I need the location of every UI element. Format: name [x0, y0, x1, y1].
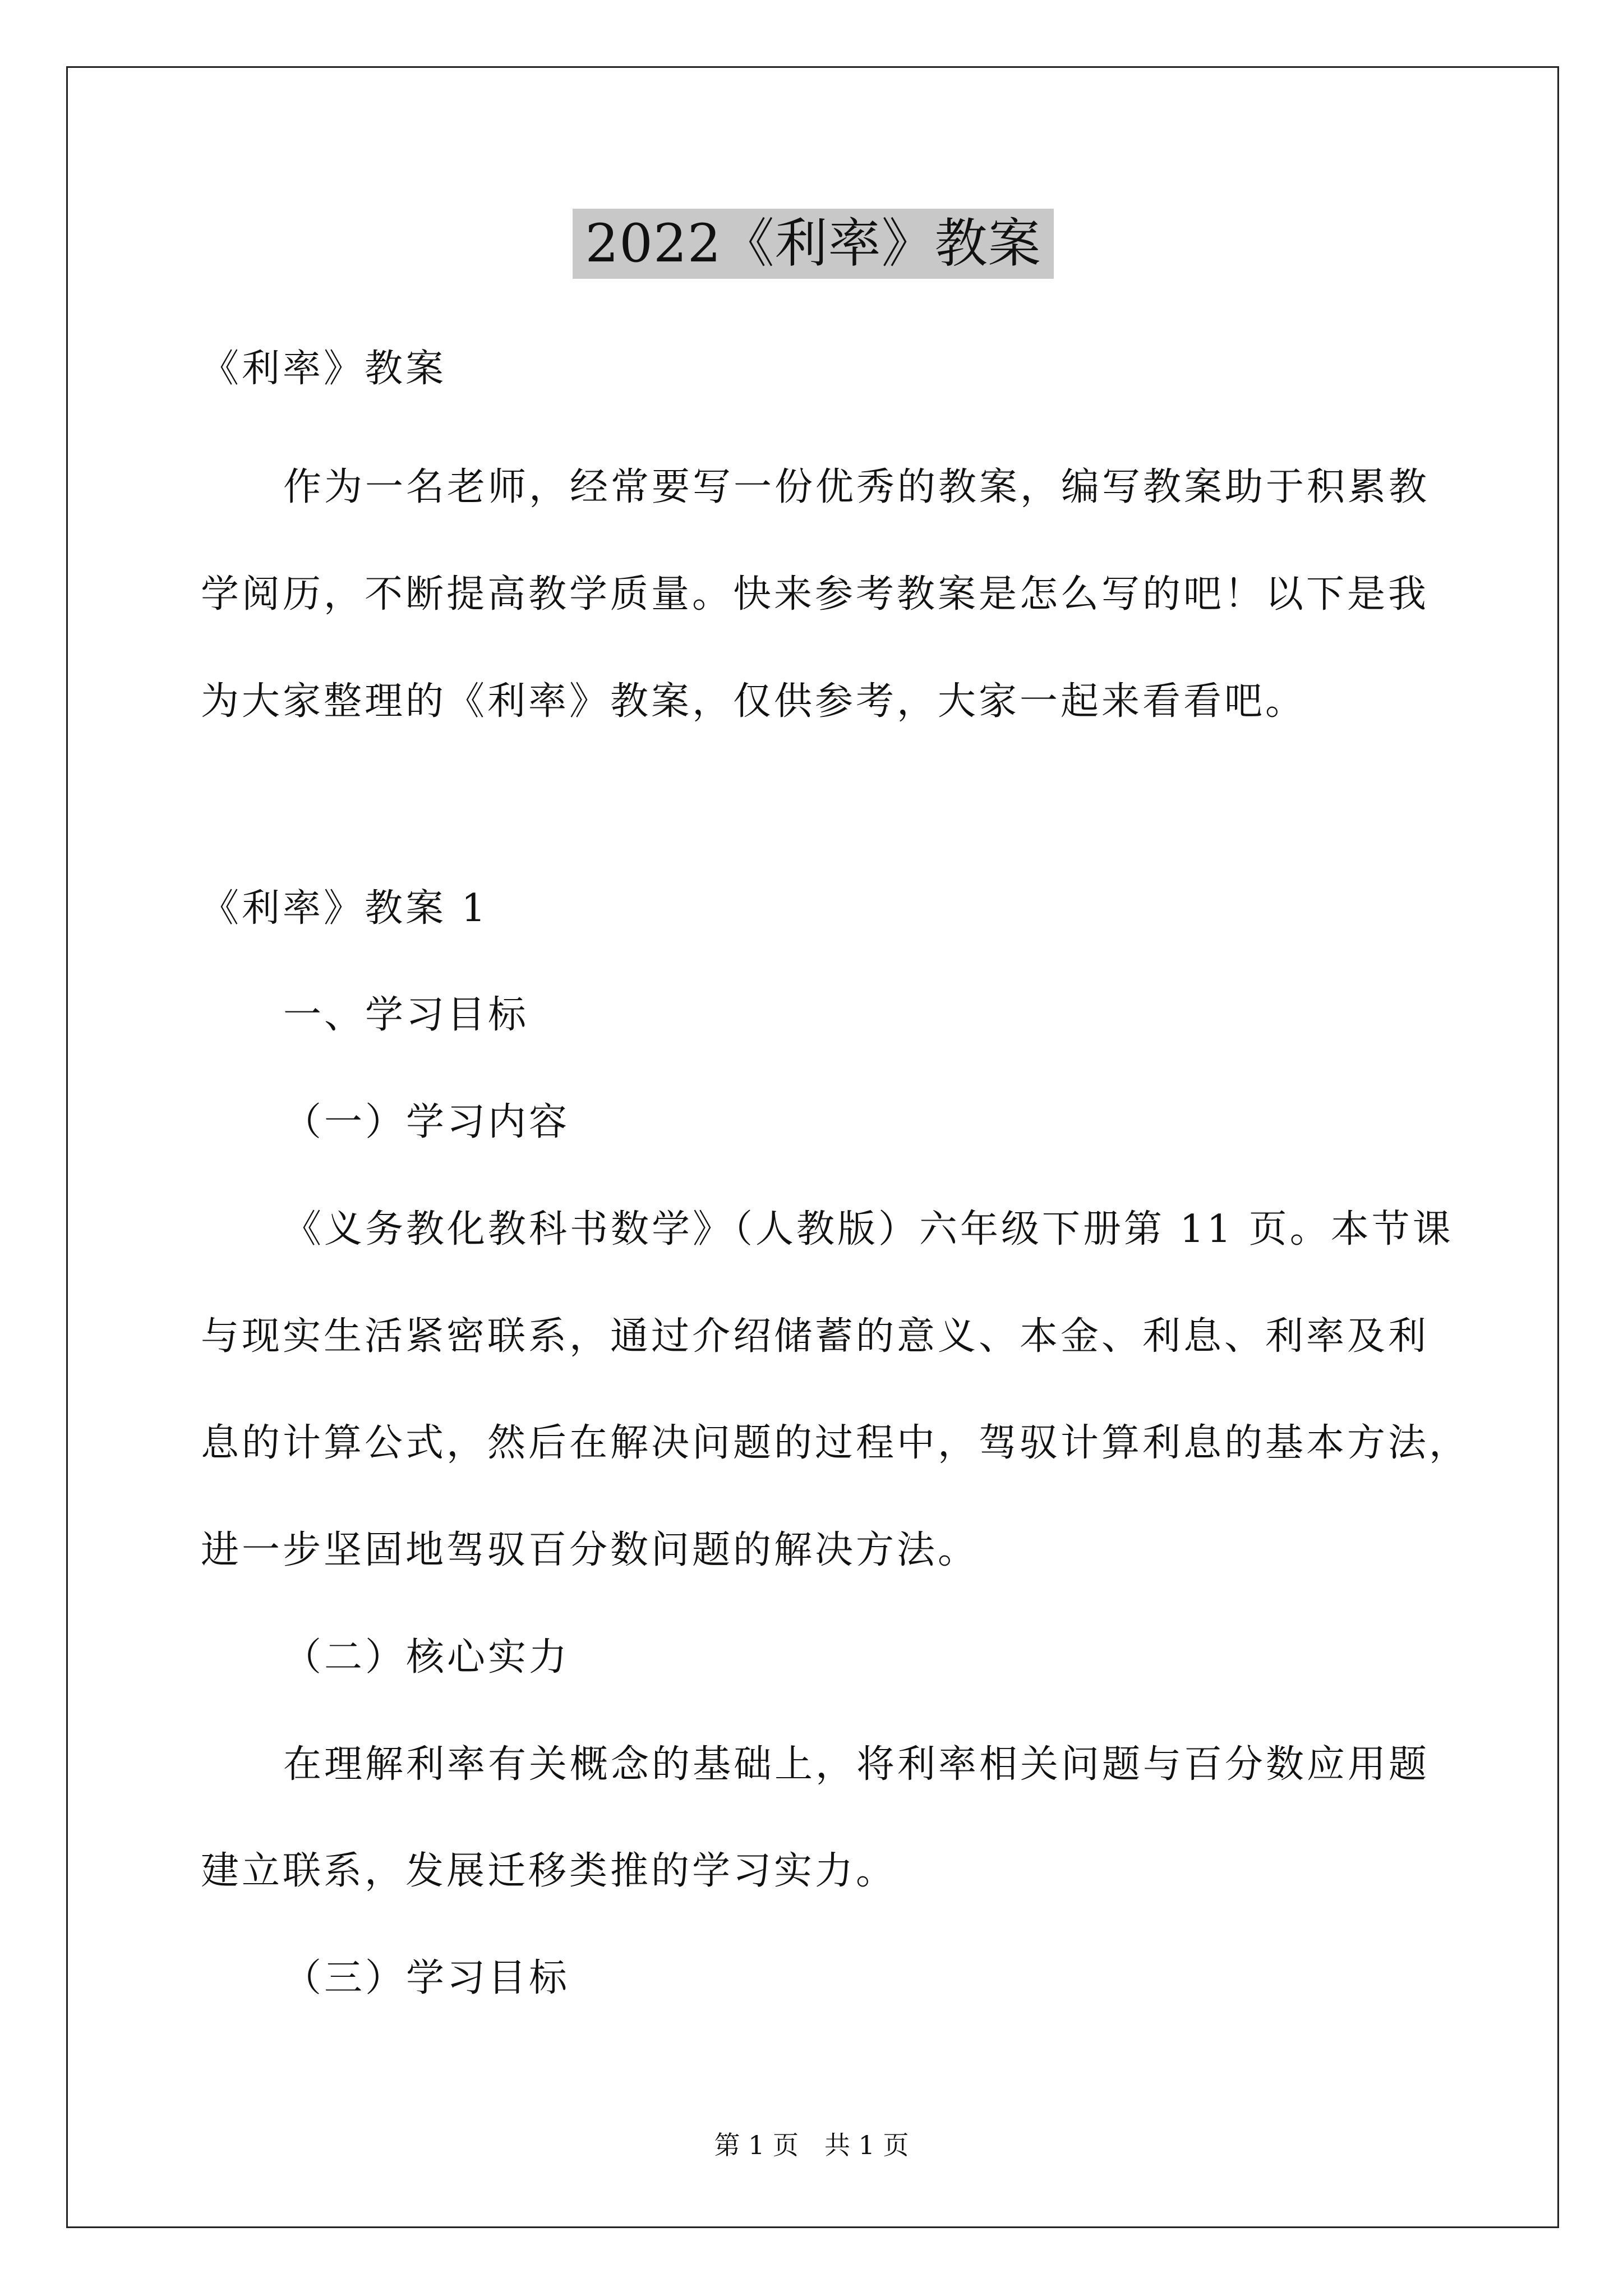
section-heading: 《利率》教案 1: [201, 886, 488, 931]
core-line-1: 在理解利率有关概念的基础上，将利率相关问题与百分数应用题: [283, 1742, 1430, 1787]
document-title: 2022《利率》教案: [573, 209, 1054, 279]
intro-line-2: 学阅历，不断提高教学质量。快来参考教案是怎么写的吧！以下是我: [201, 572, 1430, 616]
subtitle: 《利率》教案: [201, 347, 447, 391]
content-line-1: 《义务教化教科书数学》（人教版）六年级下册第 11 页。本节课: [283, 1207, 1454, 1251]
goals-heading: 一、学习目标: [283, 993, 529, 1037]
objectives-heading: （三）学习目标: [283, 1956, 570, 2000]
intro-line-3: 为大家整理的《利率》教案，仅供参考，大家一起来看看吧。: [201, 679, 1307, 724]
core-heading: （二）核心实力: [283, 1635, 570, 1680]
content-line-2: 与现实生活紧密联系，通过介绍储蓄的意义、本金、利息、利率及利: [201, 1314, 1430, 1359]
page-footer: 第 1 页 共 1 页: [714, 2130, 909, 2160]
content-line-4: 进一步坚固地驾驭百分数问题的解决方法。: [201, 1528, 979, 1572]
intro-line-1: 作为一名老师，经常要写一份优秀的教案，编写教案助于积累教: [283, 465, 1430, 509]
content-heading: （一）学习内容: [283, 1100, 570, 1144]
core-line-2: 建立联系，发展迁移类推的学习实力。: [201, 1849, 897, 1893]
content-line-3: 息的计算公式，然后在解决问题的过程中，驾驭计算利息的基本方法，: [201, 1421, 1470, 1465]
